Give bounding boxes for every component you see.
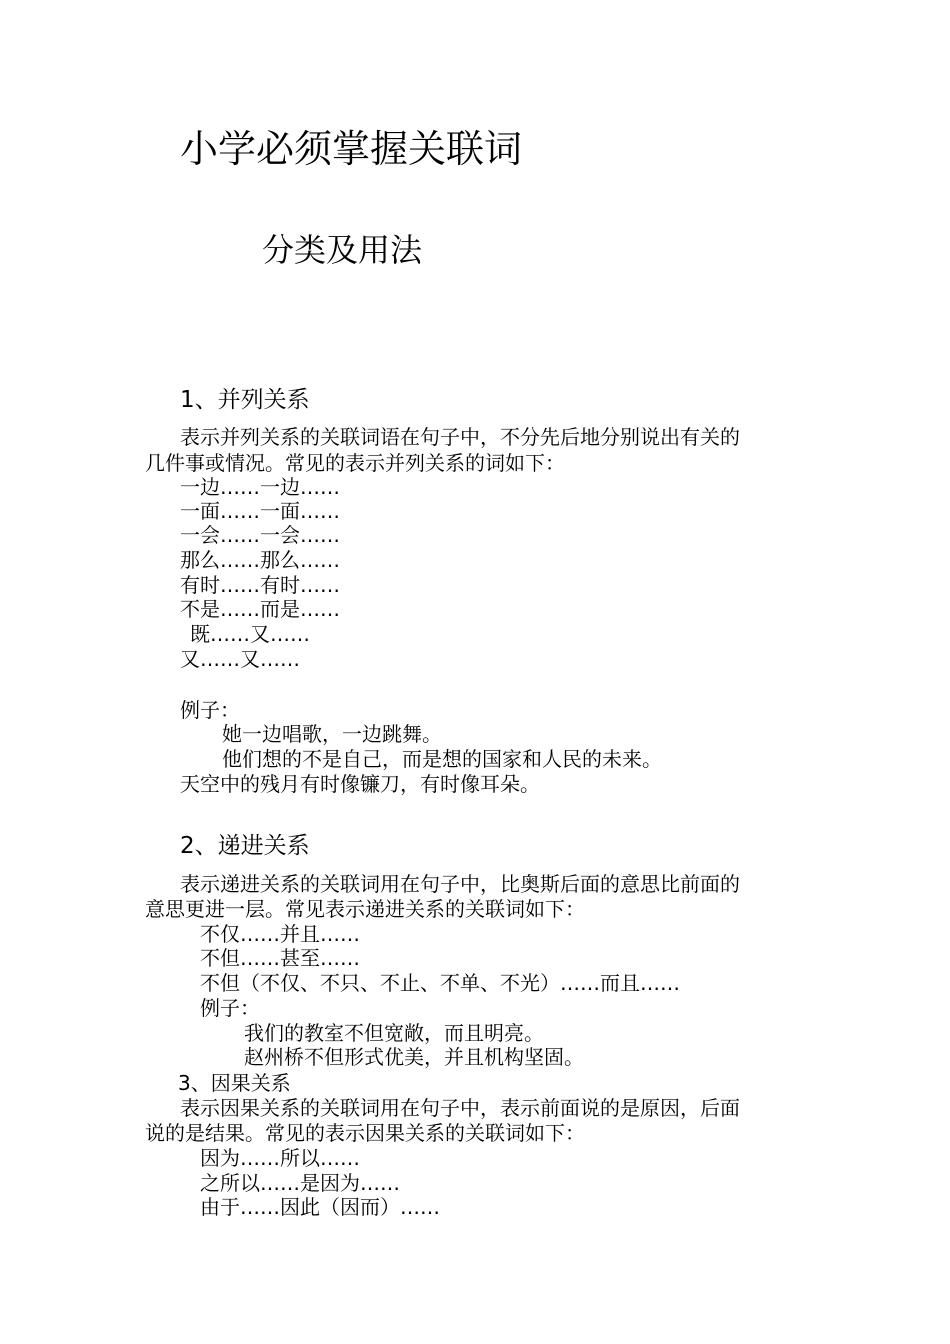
section-3-heading: 3、因果关系 [178,1071,291,1095]
section-2-word-pair: 不但……甚至…… [200,946,360,970]
section-2-paragraph-line-1: 表示递进关系的关联词用在句子中，比奥斯后面的意思比前面的 [180,872,740,896]
section-3-word-pair: 因为……所以…… [200,1146,360,1170]
section-3-word-pair: 之所以……是因为…… [200,1171,400,1195]
section-1-word-pair: 既……又…… [190,622,310,646]
section-1-word-pair: 一面……一面…… [180,499,340,523]
section-1-word-pair: 那么……那么…… [180,548,340,572]
section-2-word-pair: 不仅……并且…… [200,922,360,946]
section-1-example: 天空中的残月有时像镰刀，有时像耳朵。 [180,772,540,796]
section-3-word-pair: 由于……因此（因而）…… [200,1195,440,1219]
document-subtitle: 分类及用法 [262,231,423,269]
section-1-paragraph-line-2: 几件事或情况。常见的表示并列关系的词如下： [145,451,565,475]
section-1-word-pair: 一会……一会…… [180,523,340,547]
section-3-paragraph-line-1: 表示因果关系的关联词用在句子中，表示前面说的是原因，后面 [180,1096,740,1120]
section-1-heading: 1、并列关系 [180,387,310,413]
section-1-example: 她一边唱歌，一边跳舞。 [222,722,442,746]
section-1-example-label: 例子： [180,698,240,722]
section-1-paragraph-line-1: 表示并列关系的关联词语在句子中，不分先后地分别说出有关的 [180,425,740,449]
section-2-heading: 2、递进关系 [180,833,310,859]
section-1-word-pair: 有时……有时…… [180,573,340,597]
section-1-word-pair: 又……又…… [180,647,300,671]
section-2-example: 我们的教室不但宽敞，而且明亮。 [244,1021,544,1045]
section-2-paragraph-line-2: 意思更进一层。常见表示递进关系的关联词如下： [145,897,585,921]
section-1-word-pair: 不是……而是…… [180,597,340,621]
section-2-word-pair: 不但（不仅、不只、不止、不单、不光）……而且…… [200,971,680,995]
document-title: 小学必须掌握关联词 [180,127,523,171]
section-1-word-pair: 一边……一边…… [180,475,340,499]
section-1-example: 他们想的不是自己，而是想的国家和人民的未来。 [222,747,662,771]
section-2-example: 赵州桥不但形式优美，并且机构坚固。 [244,1045,584,1069]
section-2-example-label: 例子： [200,996,260,1020]
section-3-paragraph-line-2: 说的是结果。常见的表示因果关系的关联词如下： [145,1121,585,1145]
